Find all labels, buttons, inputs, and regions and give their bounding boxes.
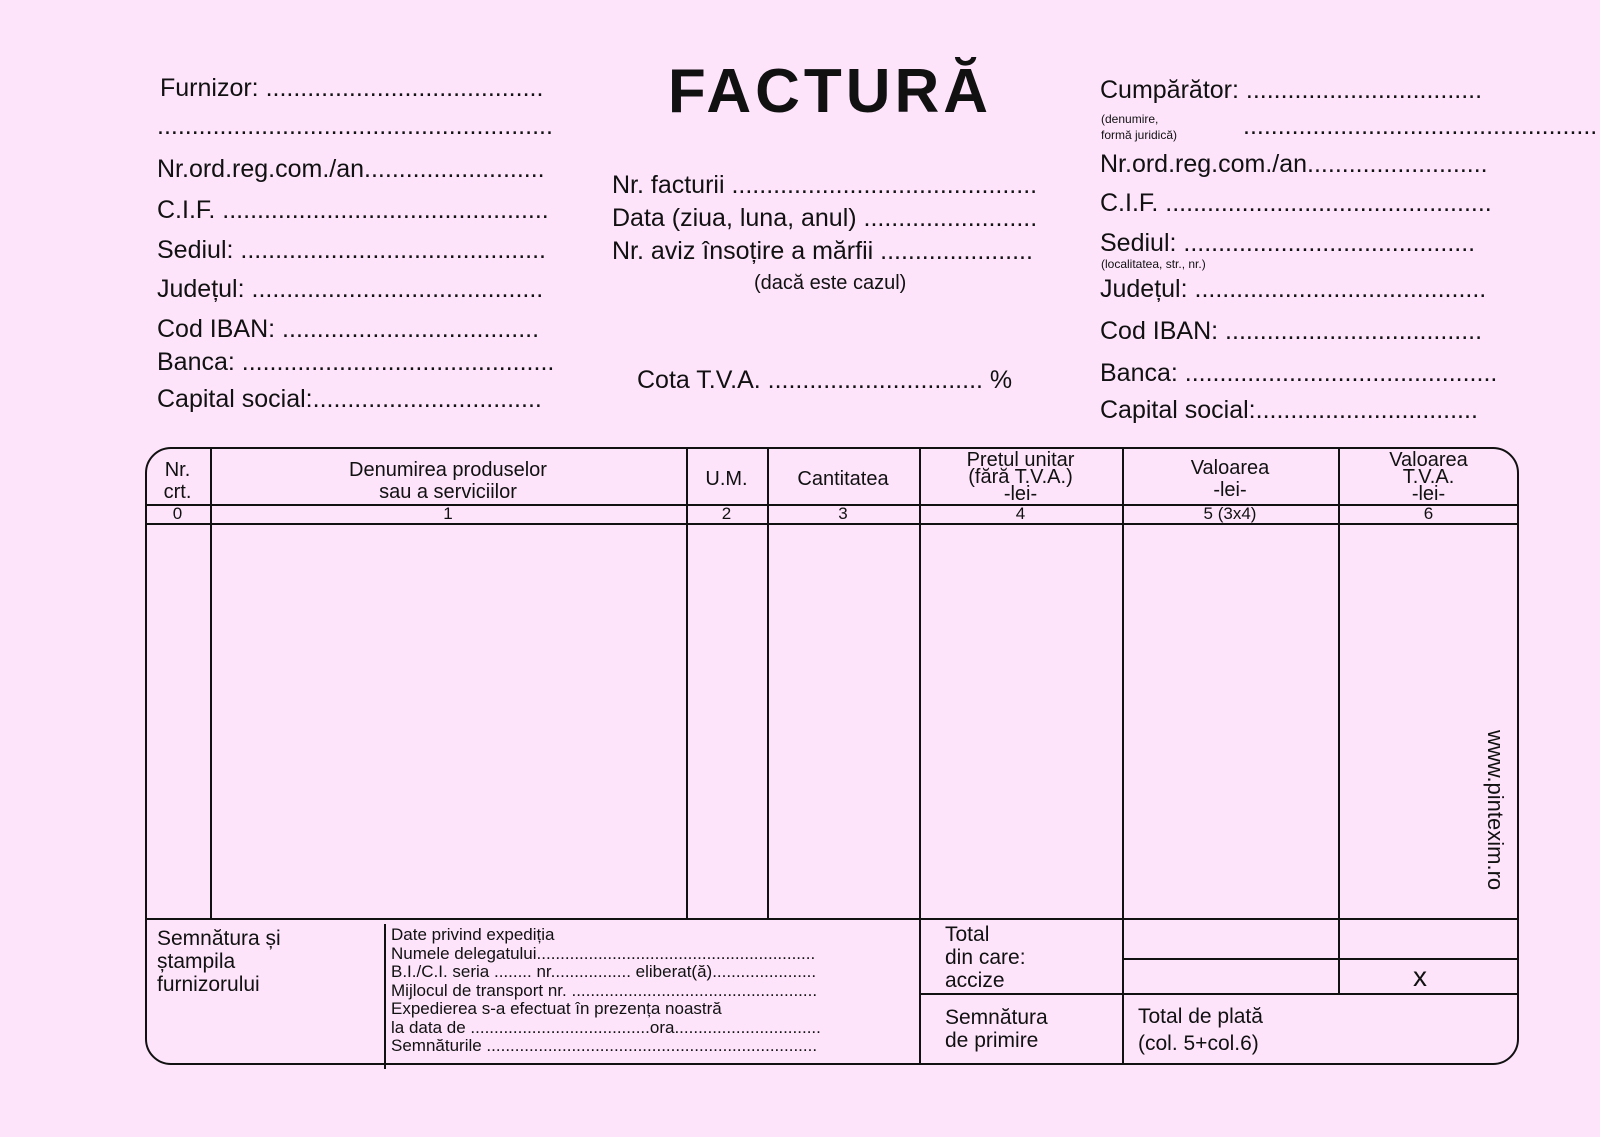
- header-um: U.M.: [705, 468, 748, 490]
- colnum-4: 4: [1015, 504, 1026, 523]
- buyer-name-line2: ...................................................: [1243, 112, 1598, 140]
- buyer-cif-field: C.I.F. ...............................................: [1100, 189, 1492, 217]
- invoice-date-field: Data (ziua, luna, anul) .........................: [612, 204, 1038, 232]
- excise-vat-mark: x: [1413, 961, 1427, 992]
- total-label: Total din care: accize: [945, 923, 1026, 992]
- supplier-name-line2: .........................................................: [157, 112, 553, 140]
- supplier-cif-field: C.I.F. ...............................................: [157, 196, 549, 224]
- supplier-county-field: Județul: ..........................................: [157, 275, 544, 303]
- website-url: www.pintexim.ro: [1483, 730, 1508, 891]
- colnum-5: 5 (3x4): [1203, 504, 1257, 523]
- supplier-address-field: Sediul: ............................................: [157, 236, 547, 264]
- buyer-name-note-1: (denumire,: [1101, 112, 1159, 126]
- buyer-county-field: Județul: ..........................................: [1100, 275, 1487, 303]
- body-footer-divider: [145, 918, 1519, 920]
- header-quantity: Cantitatea: [797, 468, 889, 490]
- expedition-details: Date privind expediția Numele delegatului........................................................... B.I./C.I. seria ........ nr................. eliberat(ă)...................... Mijlocul de transport nr. .................................................... Expedierea s-a efectuat în prezența noastră la data de ......................................ora............................... Semnăturile ......................................................................: [391, 925, 821, 1055]
- header-value: Valoarea -lei-: [1190, 457, 1270, 501]
- receipt-signature-label: Semnătura de primire: [945, 1006, 1048, 1052]
- buyer-capital-field: Capital social:................................: [1100, 396, 1478, 424]
- colnum-6: 6: [1423, 504, 1434, 523]
- header-product: Denumirea produselor sau a serviciilor: [349, 459, 547, 503]
- col-divider-3: [919, 447, 921, 1065]
- buyer-name-field: Cumpărător: ..................................: [1100, 76, 1483, 104]
- excise-divider: [1123, 958, 1519, 960]
- invoice-number-field: Nr. facturii ............................................: [612, 171, 1038, 199]
- header-nr-crt: Nr. crt.: [163, 459, 192, 503]
- colnum-0: 0: [172, 504, 183, 523]
- colnum-2: 2: [721, 504, 732, 523]
- buyer-address-note: (localitatea, str., nr.): [1101, 257, 1206, 271]
- invoice-title: FACTURĂ: [667, 57, 993, 126]
- total-divider: [919, 993, 1519, 995]
- total-payment-label: Total de plată (col. 5+col.6): [1138, 1005, 1263, 1055]
- col-divider-5: [1338, 447, 1340, 993]
- buyer-iban-field: Cod IBAN: .....................................: [1100, 317, 1483, 345]
- col-divider-4: [1122, 447, 1124, 1065]
- footer-signature-divider: [384, 924, 386, 1069]
- supplier-reg-field: Nr.ord.reg.com./an..........................: [157, 155, 545, 183]
- buyer-name-note-2: formă juridică): [1101, 128, 1178, 142]
- supplier-name-field: Furnizor: ........................................: [160, 74, 544, 102]
- buyer-reg-field: Nr.ord.reg.com./an..........................: [1100, 150, 1488, 178]
- items-table: [145, 447, 1519, 1065]
- buyer-bank-field: Banca: .............................................: [1100, 359, 1498, 387]
- invoice-aviz-note: (dacă este cazul): [754, 272, 907, 294]
- colnum-3: 3: [838, 504, 848, 523]
- supplier-signature-label: Semnătura și ștampila furnizorului: [157, 927, 281, 996]
- header-unit-price: Pretul unitar (fără T.V.A.) -lei-: [966, 449, 1075, 505]
- colnum-1: 1: [443, 504, 453, 523]
- header-vat-value: Valoarea T.V.A. -lei-: [1389, 449, 1468, 505]
- buyer-address-field: Sediul: ..........................................: [1100, 229, 1476, 257]
- supplier-capital-field: Capital social:.................................: [157, 385, 542, 413]
- vat-rate-field: Cota T.V.A. ............................... %: [637, 366, 1013, 394]
- supplier-bank-field: Banca: .............................................: [157, 348, 555, 376]
- invoice-aviz-field: Nr. aviz însoțire a mărfii ......................: [612, 237, 1033, 265]
- supplier-iban-field: Cod IBAN: .....................................: [157, 315, 540, 343]
